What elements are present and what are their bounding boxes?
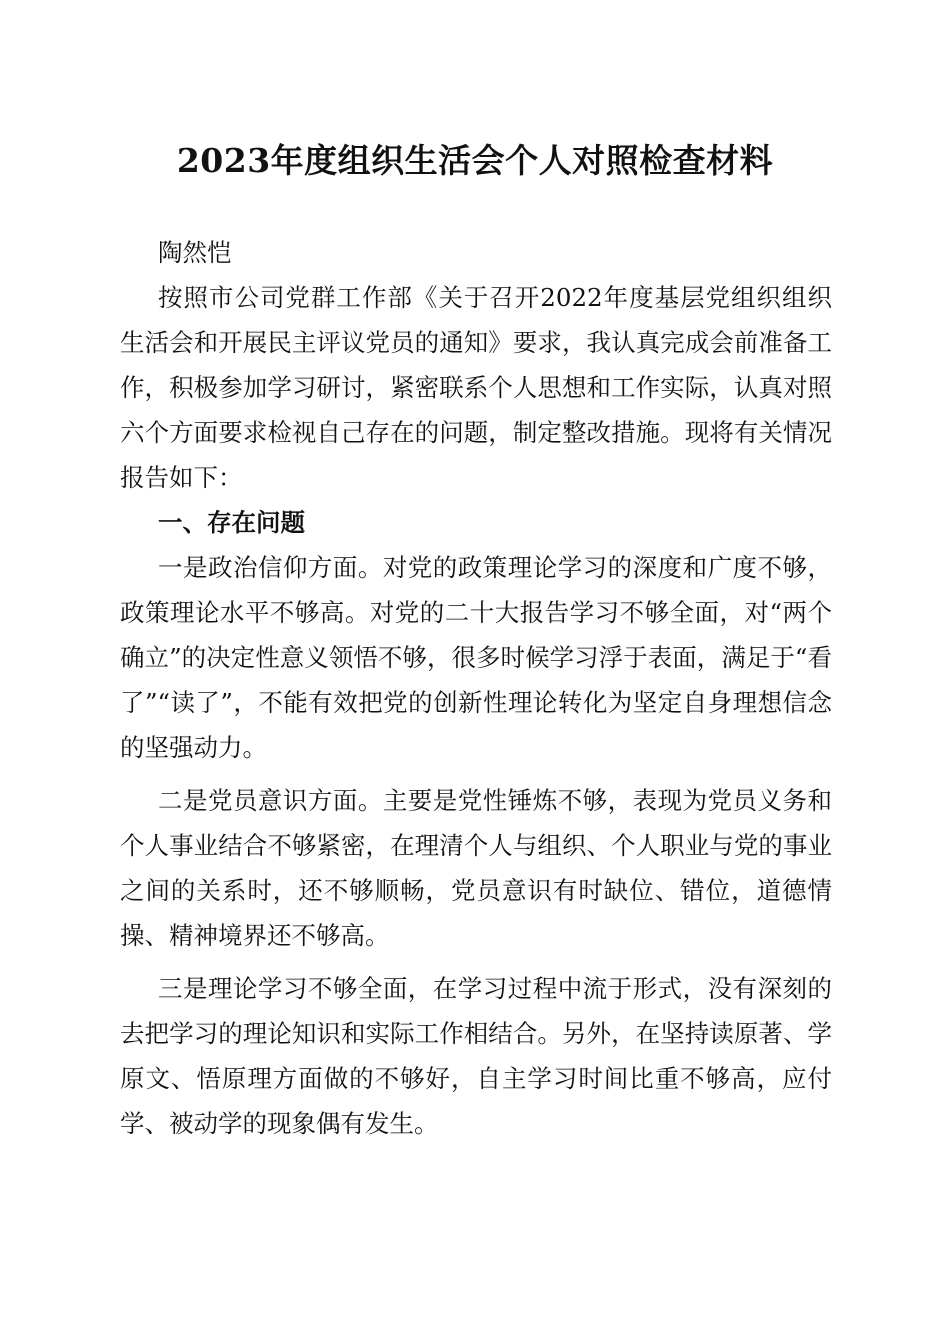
item-lead-3: 三是理论学习不够全面，在学习过程中流于形式，没有深刻的去把学习的理论知识和实际工作相结合。: [120, 974, 832, 1048]
section-heading: 一、存在问题: [158, 508, 305, 537]
item-lead-2: 二是党员意识方面。: [158, 786, 383, 815]
item-text-3: 另外，在坚持读原著、学原文、悟原理方面做的不够好，自主学习时间比重不够高，应付学、被动学的现象偶有发生。: [120, 1019, 833, 1138]
item-paragraph-1: [120, 545, 832, 770]
item-paragraph-3: [120, 966, 832, 1146]
intro-paragraph: 按照市公司党群工作部《关于召开2022年度基层党组织组织生活会和开展民主评议党员的通知》要求，我认真完成会前准备工作，积极参加学习研讨，紧密联系个人思想和工作实际，认真对照六个方面要求检视自己存在的问题，制定整改措施。现将有关情况报告如下：: [120, 283, 832, 492]
item-lead-1: 一是政治信仰方面。: [158, 553, 383, 582]
item-text-1: 对党的政策理论学习的深度和广度不够，政策理论水平不够高。对党的二十大报告学习不够全面，对“两个确立”的决定性意义领悟不够，很多时候学习浮于表面，满足于“看了”“读了”，不能有效把党的创新性理论转化为坚定自身理想信念的坚强动力。: [120, 553, 832, 762]
document-body: [120, 230, 832, 1146]
item-text-2: 主要是党性锤炼不够，表现为党员义务和个人事业结合不够紧密，在理清个人与组织、个人职业与党的事业之间的关系时，还不够顺畅，党员意识有时缺位、错位，道德情操、精神境界还不够高。: [120, 786, 832, 950]
author-name: 陶然恺: [158, 238, 232, 267]
item-paragraph-2: [120, 778, 832, 958]
document-title: 2023年度组织生活会个人对照检查材料: [176, 141, 774, 180]
